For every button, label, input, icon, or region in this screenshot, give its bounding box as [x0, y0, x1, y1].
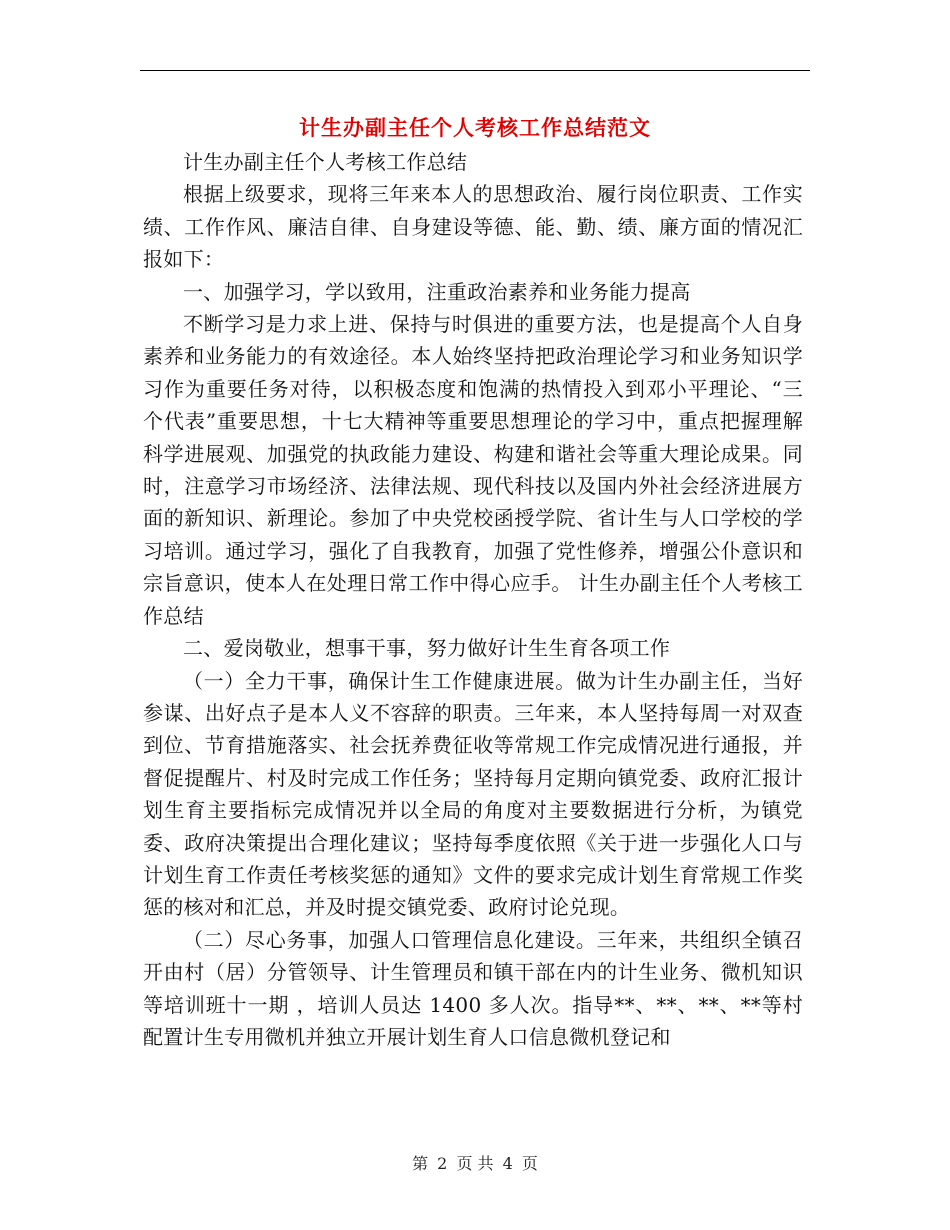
footer-suffix: 页 [521, 1154, 538, 1173]
paragraph-intro: 根据上级要求，现将三年来本人的思想政治、履行岗位职责、工作实绩、工作作风、廉洁自律、自身建设等德、能、勤、绩、廉方面的情况汇报如下： [143, 182, 803, 272]
footer-current-page: 2 [437, 1154, 448, 1173]
page-footer [0, 1153, 950, 1175]
header-rule [140, 70, 810, 71]
section-heading-2: 二、爱岗敬业，想事干事，努力做好计生生育各项工作 [183, 636, 671, 661]
paragraph-study: 不断学习是力求上进、保持与时俱进的重要方法，也是提高个人自身素养和业务能力的有效途径。本人始终坚持把政治理论学习和业务知识学习作为重要任务对待，以积极态度和饱满的热情投入到邓小平理论、“三个代表”重要思想，十七大精神等重要思想理论的学习中，重点把握理解科学进展观、加强党的执政能力建设、构建和谐社会等重大理论成果。同时，注意学习市场经济、法律法规、现代科技以及国内外社会经济进展方面的新知识、新理论。参加了中央党校函授学院、省计生与人口学校的学习培训。通过学习，强化了自我教育，加强了党性修养，增强公仆意识和宗旨意识，使本人在处理日常工作中得心应手。 计生办副主任个人考核工作总结 [143, 312, 803, 628]
footer-middle: 页 共 [456, 1154, 494, 1173]
paragraph-subtitle: 计生办副主任个人考核工作总结 [183, 150, 468, 174]
footer-prefix: 第 [412, 1154, 429, 1173]
footer-total-pages: 4 [502, 1154, 513, 1173]
paragraph-item-2: （二）尽心务事，加强人口管理信息化建设。三年来，共组织全镇召开由村（居）分管领导、计生管理员和镇干部在内的计生业务、微机知识等培训班十一期 ，培训人员达 1400 多人次。指导**、**、**、**等村配置计生专用微机并独立开展计划生育人口信息微机登记和 [143, 927, 803, 1049]
document-body [143, 146, 803, 1053]
section-heading-1: 一、加强学习，学以致用，注重政治素养和业务能力提高 [183, 279, 691, 304]
paragraph-item-1: （一）全力干事，确保计生工作健康进展。做为计生办副主任，当好参谋、出好点子是本人义不容辞的职责。三年来，本人坚持每周一对双查到位、节育措施落实、社会抚养费征收等常规工作完成情况进行通报，并督促提醒片、村及时完成工作任务；坚持每月定期向镇党委、政府汇报计划生育主要指标完成情况并以全局的角度对主要数据进行分析，为镇党委、政府决策提出合理化建议；坚持每季度依照《关于进一步强化人口与计划生育工作责任考核奖惩的通知》文件的要求完成计划生育常规工作奖惩的核对和汇总，并及时提交镇党委、政府讨论兑现。 [143, 668, 803, 920]
document-title: 计生办副主任个人考核工作总结范文 [299, 115, 651, 140]
